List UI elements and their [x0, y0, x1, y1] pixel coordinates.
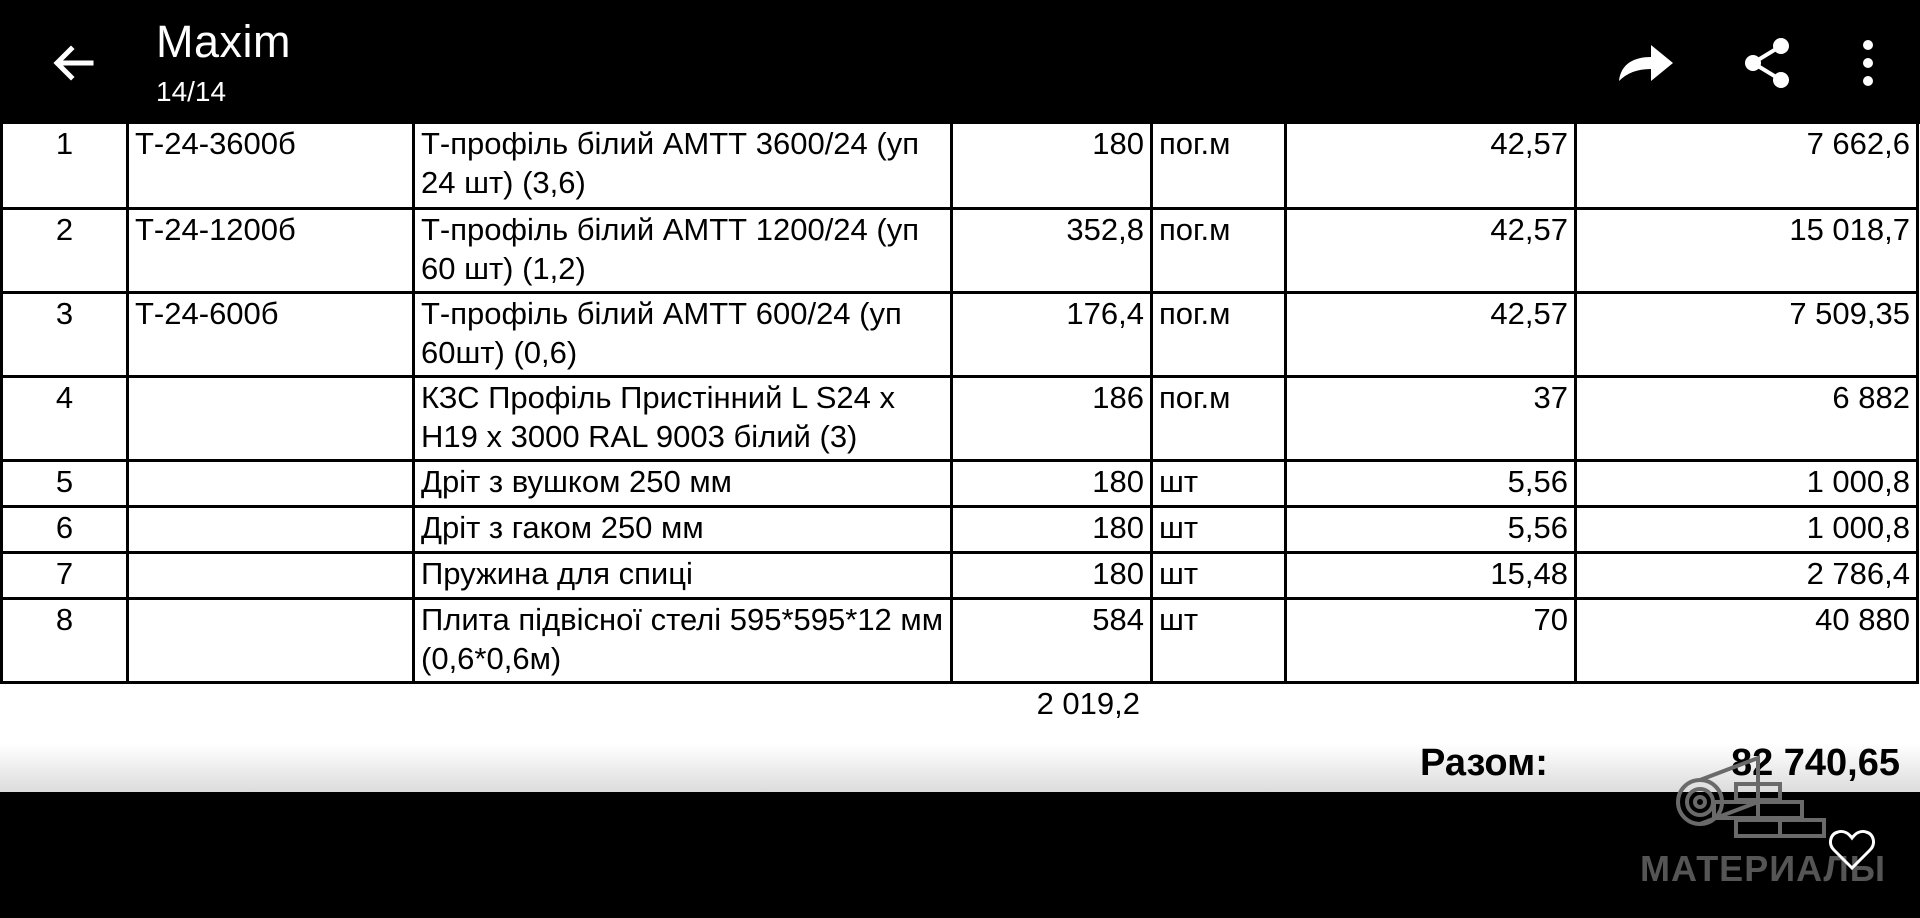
item-quantity: 186	[952, 376, 1152, 460]
item-quantity: 176,4	[952, 292, 1152, 376]
item-name: Плита підвісної стелі 595*595*12 мм (0,6*0,6м)	[414, 598, 952, 682]
item-unit: шт	[1152, 460, 1286, 506]
image-counter: 14/14	[156, 76, 227, 107]
row-number: 1	[2, 124, 128, 208]
item-code: Т-24-3600б	[128, 124, 414, 208]
table-row	[2, 208, 1918, 292]
table-row	[2, 124, 1918, 208]
item-price: 5,56	[1286, 460, 1576, 506]
total-quantity: 2 019,2	[1036, 686, 1140, 721]
table-row	[2, 460, 1918, 506]
back-arrow-icon	[51, 41, 95, 85]
item-price: 42,57	[1286, 208, 1576, 292]
more-options-button[interactable]	[1835, 30, 1901, 96]
top-app-bar	[0, 0, 1920, 124]
row-number: 3	[2, 292, 128, 376]
item-sum: 1 000,8	[1576, 506, 1918, 552]
item-quantity: 584	[952, 598, 1152, 682]
item-price: 70	[1286, 598, 1576, 682]
item-unit: пог.м	[1152, 124, 1286, 208]
item-price: 5,56	[1286, 506, 1576, 552]
heart-icon	[1828, 828, 1876, 872]
total-label: Разом:	[1420, 742, 1548, 784]
item-price: 15,48	[1286, 552, 1576, 598]
item-sum: 7 662,6	[1576, 124, 1918, 208]
item-code	[128, 376, 414, 460]
item-code	[128, 598, 414, 682]
item-code: Т-24-1200б	[128, 208, 414, 292]
like-button[interactable]	[1824, 822, 1880, 878]
page-fold-shadow	[0, 744, 1920, 792]
table-row	[2, 598, 1918, 682]
item-code	[128, 552, 414, 598]
forward-icon	[1615, 41, 1675, 85]
item-quantity: 180	[952, 124, 1152, 208]
item-name: Пружина для спиці	[414, 552, 952, 598]
item-name: КЗС Профіль Пристінний L S24 x H19 x 3000 RAL 9003 білий (3)	[414, 376, 952, 460]
item-quantity: 180	[952, 552, 1152, 598]
back-button[interactable]	[40, 30, 106, 96]
item-name: Т-профіль білий АМТТ 3600/24 (уп 24 шт) (3,6)	[414, 124, 952, 208]
chat-title: Maxim	[156, 16, 291, 67]
item-quantity: 180	[952, 506, 1152, 552]
forward-button[interactable]	[1612, 30, 1678, 96]
table-row	[2, 506, 1918, 552]
row-number: 4	[2, 376, 128, 460]
item-unit: пог.м	[1152, 292, 1286, 376]
row-number: 8	[2, 598, 128, 682]
item-unit: шт	[1152, 506, 1286, 552]
item-sum: 40 880	[1576, 598, 1918, 682]
watermark-text: МАТЕРИАЛЫ	[1640, 848, 1887, 889]
item-quantity: 180	[952, 460, 1152, 506]
item-price: 42,57	[1286, 292, 1576, 376]
row-number: 7	[2, 552, 128, 598]
item-quantity: 352,8	[952, 208, 1152, 292]
item-name: Т-профіль білий АМТТ 600/24 (уп 60шт) (0,6)	[414, 292, 952, 376]
item-name: Дріт з вушком 250 мм	[414, 460, 952, 506]
item-sum: 15 018,7	[1576, 208, 1918, 292]
item-unit: пог.м	[1152, 208, 1286, 292]
document-image	[0, 124, 1920, 792]
item-sum: 7 509,35	[1576, 292, 1918, 376]
item-price: 42,57	[1286, 124, 1576, 208]
table-row	[2, 552, 1918, 598]
row-number: 2	[2, 208, 128, 292]
item-sum: 1 000,8	[1576, 460, 1918, 506]
item-sum: 2 786,4	[1576, 552, 1918, 598]
item-code	[128, 506, 414, 552]
row-number: 5	[2, 460, 128, 506]
share-button[interactable]	[1734, 30, 1800, 96]
item-price: 37	[1286, 376, 1576, 460]
total-value: 82 740,65	[1730, 742, 1900, 784]
item-code: Т-24-600б	[128, 292, 414, 376]
item-code	[128, 460, 414, 506]
items-table	[0, 124, 1919, 684]
more-vertical-icon	[1861, 39, 1875, 87]
share-icon	[1743, 37, 1791, 89]
row-number: 6	[2, 506, 128, 552]
table-row	[2, 376, 1918, 460]
item-name: Т-профіль білий АМТТ 1200/24 (уп 60 шт) (1,2)	[414, 208, 952, 292]
table-row	[2, 292, 1918, 376]
item-unit: пог.м	[1152, 376, 1286, 460]
item-unit: шт	[1152, 552, 1286, 598]
item-sum: 6 882	[1576, 376, 1918, 460]
item-unit: шт	[1152, 598, 1286, 682]
item-name: Дріт з гаком 250 мм	[414, 506, 952, 552]
